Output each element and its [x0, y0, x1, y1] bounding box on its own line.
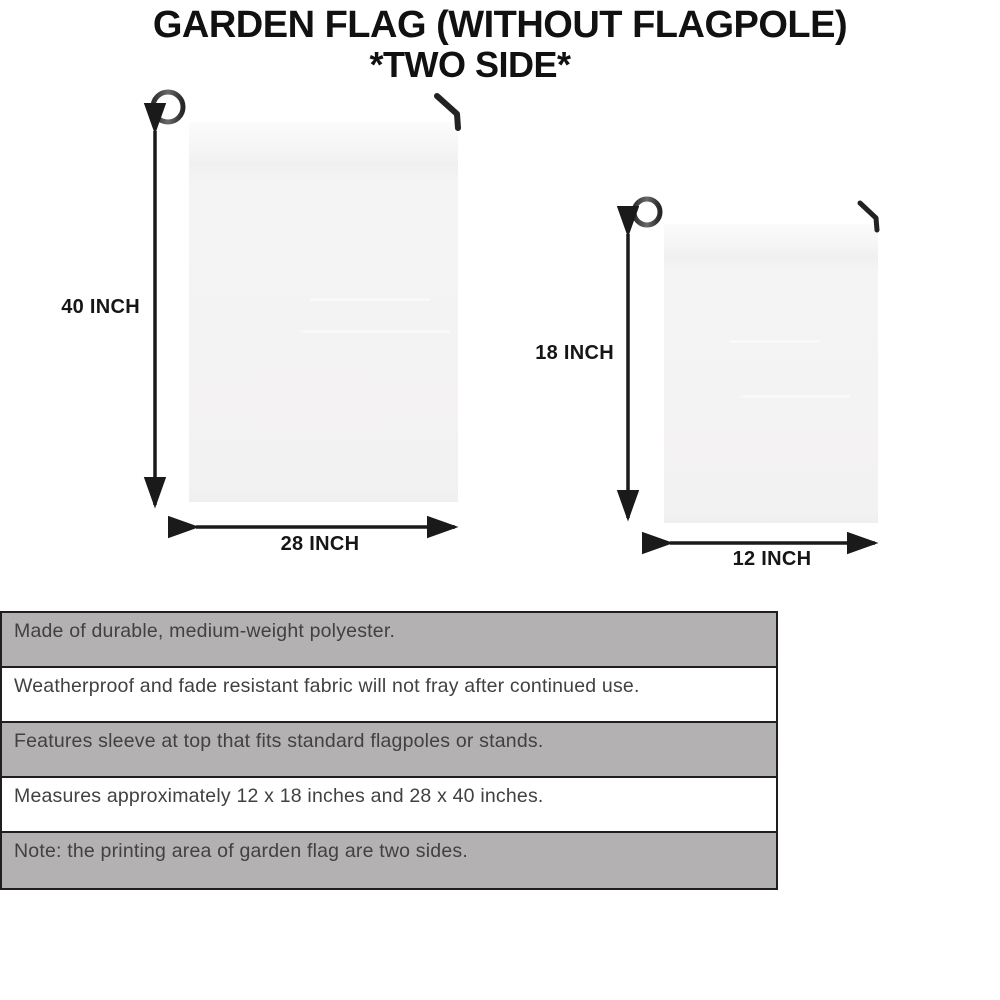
- large-flag-pole-loop: [153, 92, 183, 122]
- feature-row-sleeve: Features sleeve at top that fits standard flagpoles or stands.: [2, 723, 776, 778]
- small-flag-pole-loop: [634, 199, 660, 225]
- large-flag-group: [153, 92, 458, 605]
- large-flag-width-label: 28 INCH: [280, 533, 360, 555]
- large-flag-height-label: 40 INCH: [61, 296, 140, 318]
- small-flag-fabric: [664, 224, 878, 523]
- large-flag-fold-mark: [300, 330, 450, 333]
- feature-list: [0, 611, 778, 890]
- large-flag-fabric: [189, 122, 458, 502]
- feature-row-material: Made of durable, medium-weight polyester.: [2, 613, 776, 668]
- large-flag-fold-mark: [310, 298, 430, 301]
- small-flag-fold-mark: [730, 340, 820, 343]
- title-line-1: GARDEN FLAG (WITHOUT FLAGPOLE): [152, 4, 848, 46]
- title-line-2: *TWO SIDE*: [369, 43, 571, 85]
- small-flag-width-label: 12 INCH: [732, 548, 812, 570]
- small-flag-height-label: 18 INCH: [535, 342, 614, 364]
- small-flag-fold-mark: [740, 395, 850, 398]
- small-flag-group: [628, 199, 878, 605]
- feature-row-measures: Measures approximately 12 x 18 inches and 28 x 40 inches.: [2, 778, 776, 833]
- feature-row-note: Note: the printing area of garden flag are two sides.: [2, 833, 776, 888]
- feature-row-weatherproof: Weatherproof and fade resistant fabric will not fray after continued use.: [2, 668, 776, 723]
